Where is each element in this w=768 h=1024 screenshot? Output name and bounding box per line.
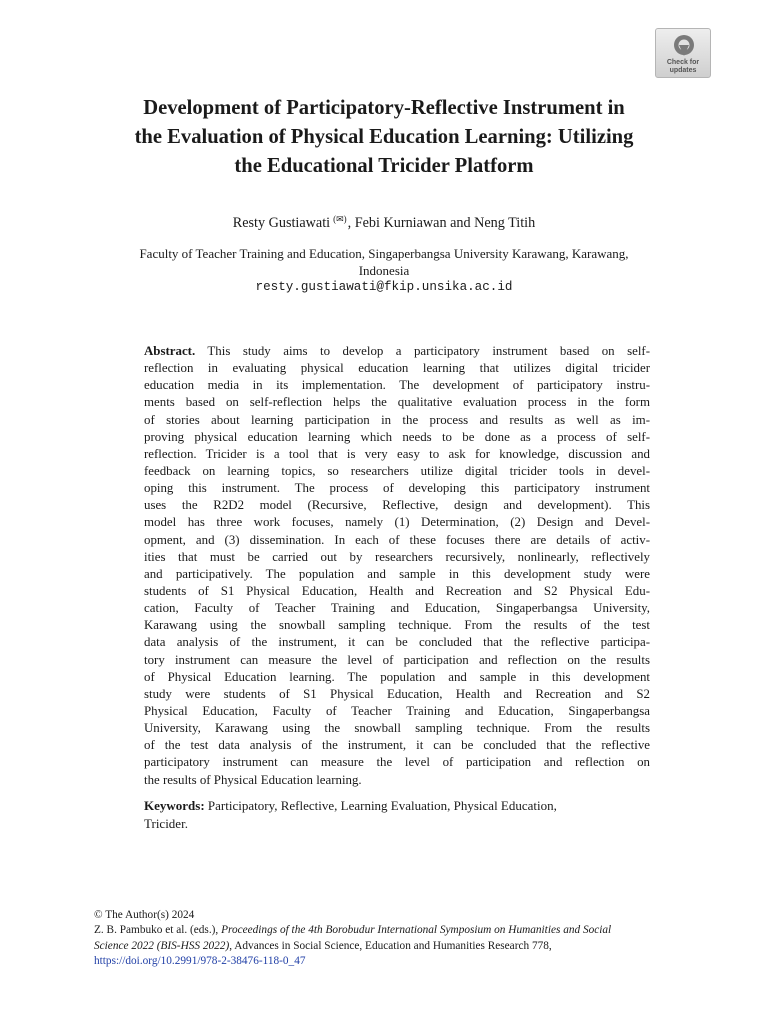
doi-link[interactable]: https://doi.org/10.2991/978-2-38476-118-0_47 bbox=[94, 954, 306, 967]
abstract-label: Abstract. bbox=[144, 344, 196, 358]
citation-line-2: Science 2022 (BIS-HSS 2022), Advances in Social Science, Education and Humanities Research 778, bbox=[94, 939, 552, 952]
badge-line-1: Check for bbox=[666, 59, 700, 66]
copyright-line: © The Author(s) 2024 bbox=[94, 909, 195, 921]
abstract-line: Abstract. This study aims to develop a participatory instrument based on self- bbox=[144, 344, 650, 358]
copyright-footnote bbox=[94, 908, 714, 969]
abstract-line: opment, and (3) dissemination. In each of these focuses there are details of activ- bbox=[144, 532, 650, 547]
abstract-line: tory instrument can measure the level of participation and reflection on the results bbox=[144, 652, 650, 667]
check-for-updates-badge[interactable] bbox=[655, 28, 711, 78]
abstract-line: feedback on learning topics, so researchers utilize digital tricider tools in devel- bbox=[144, 463, 650, 478]
abstract-line: proving physical education learning which needs to be done as a process of self- bbox=[144, 429, 650, 444]
author-list bbox=[0, 210, 768, 232]
abstract-line: Karawang using the snowball sampling technique. From the results of the test bbox=[144, 618, 650, 633]
affiliation-line-2: Indonesia bbox=[358, 262, 410, 278]
abstract-line: ments based on self-reflection helps the qualitative evaluation process in the form bbox=[144, 395, 650, 410]
abstract-line: ities that must be carried out by researchers recursively, nonlinearly, reflectively bbox=[144, 549, 650, 564]
abstract-line: the results of Physical Education learning. bbox=[144, 772, 362, 787]
abstract-line: oping this instrument. The process of developing this participatory instrument bbox=[144, 481, 650, 496]
abstract-line: and participatively. The population and sample in this development study were bbox=[144, 566, 650, 581]
envelope-icon: (✉) bbox=[333, 214, 347, 224]
abstract-line: model has three work focuses, namely (1) Determination, (2) Design and Devel- bbox=[144, 515, 650, 530]
abstract-line: uses the R2D2 model (Recursive, Reflective, design and development). This bbox=[144, 498, 650, 513]
abstract-line: Physical Education, Faculty of Teacher Training and Education, Singaperbangsa bbox=[144, 703, 650, 718]
first-author: Resty Gustiawati bbox=[232, 215, 331, 231]
author-email[interactable]: resty.gustiawati@fkip.unsika.ac.id bbox=[255, 280, 513, 294]
abstract-line: of stories about learning participation in the process and results as well as im- bbox=[144, 412, 650, 427]
keywords-line-1: Keywords: Participatory, Reflective, Learning Evaluation, Physical Education, bbox=[144, 798, 557, 813]
abstract-line: of Physical Education learning. The population and sample in this development bbox=[144, 669, 650, 684]
title-line-1: Development of Participatory-Reflective Instrument in bbox=[143, 97, 625, 119]
abstract-line: cation, Faculty of Teacher Training and Education, Singaperbangsa University, bbox=[144, 601, 650, 616]
other-authors: , Febi Kurniawan and Neng Titih bbox=[347, 215, 536, 231]
abstract-line: data analysis of the instrument, it can be concluded that the reflective participa- bbox=[144, 635, 650, 650]
affiliation bbox=[80, 246, 688, 279]
badge-line-2: updates bbox=[669, 66, 697, 74]
citation-line-1: Z. B. Pambuko et al. (eds.), Proceedings of the 4th Borobudur International Symposium on Humanities and Social bbox=[94, 924, 612, 937]
abstract-line: of the test data analysis of the instrument, it can be concluded that the reflective bbox=[144, 738, 650, 753]
abstract-line: students of S1 Physical Education, Health and Recreation and S2 Physical Edu- bbox=[144, 583, 650, 598]
abstract bbox=[144, 343, 650, 789]
badge-label bbox=[656, 59, 710, 74]
title-line-3: the Educational Tricider Platform bbox=[234, 155, 534, 177]
title-line-2: the Evaluation of Physical Education Learning: Utilizing bbox=[134, 126, 634, 148]
paper-title bbox=[60, 94, 708, 181]
abstract-line: study were students of S1 Physical Education, Health and Recreation and S2 bbox=[144, 686, 650, 701]
keywords-label: Keywords: bbox=[144, 798, 205, 813]
keywords-line-2: Tricider. bbox=[144, 816, 188, 831]
abstract-line: reflection in evaluating physical education learning that utilizes digital tricider bbox=[144, 361, 650, 376]
crossmark-icon bbox=[670, 33, 698, 59]
abstract-line: education media in its implementation. The development of participatory instru- bbox=[144, 378, 650, 393]
abstract-line: participatory instrument can measure the level of participation and reflection on bbox=[144, 755, 650, 770]
affiliation-line-1: Faculty of Teacher Training and Education, Singaperbangsa University Karawang, Karawang, bbox=[139, 246, 629, 261]
keywords bbox=[144, 797, 650, 833]
abstract-line: University, Karawang using the snowball sampling technique. From the results bbox=[144, 721, 650, 736]
abstract-line: reflection. Tricider is a tool that is very easy to ask for knowledge, discussion and bbox=[144, 446, 650, 461]
